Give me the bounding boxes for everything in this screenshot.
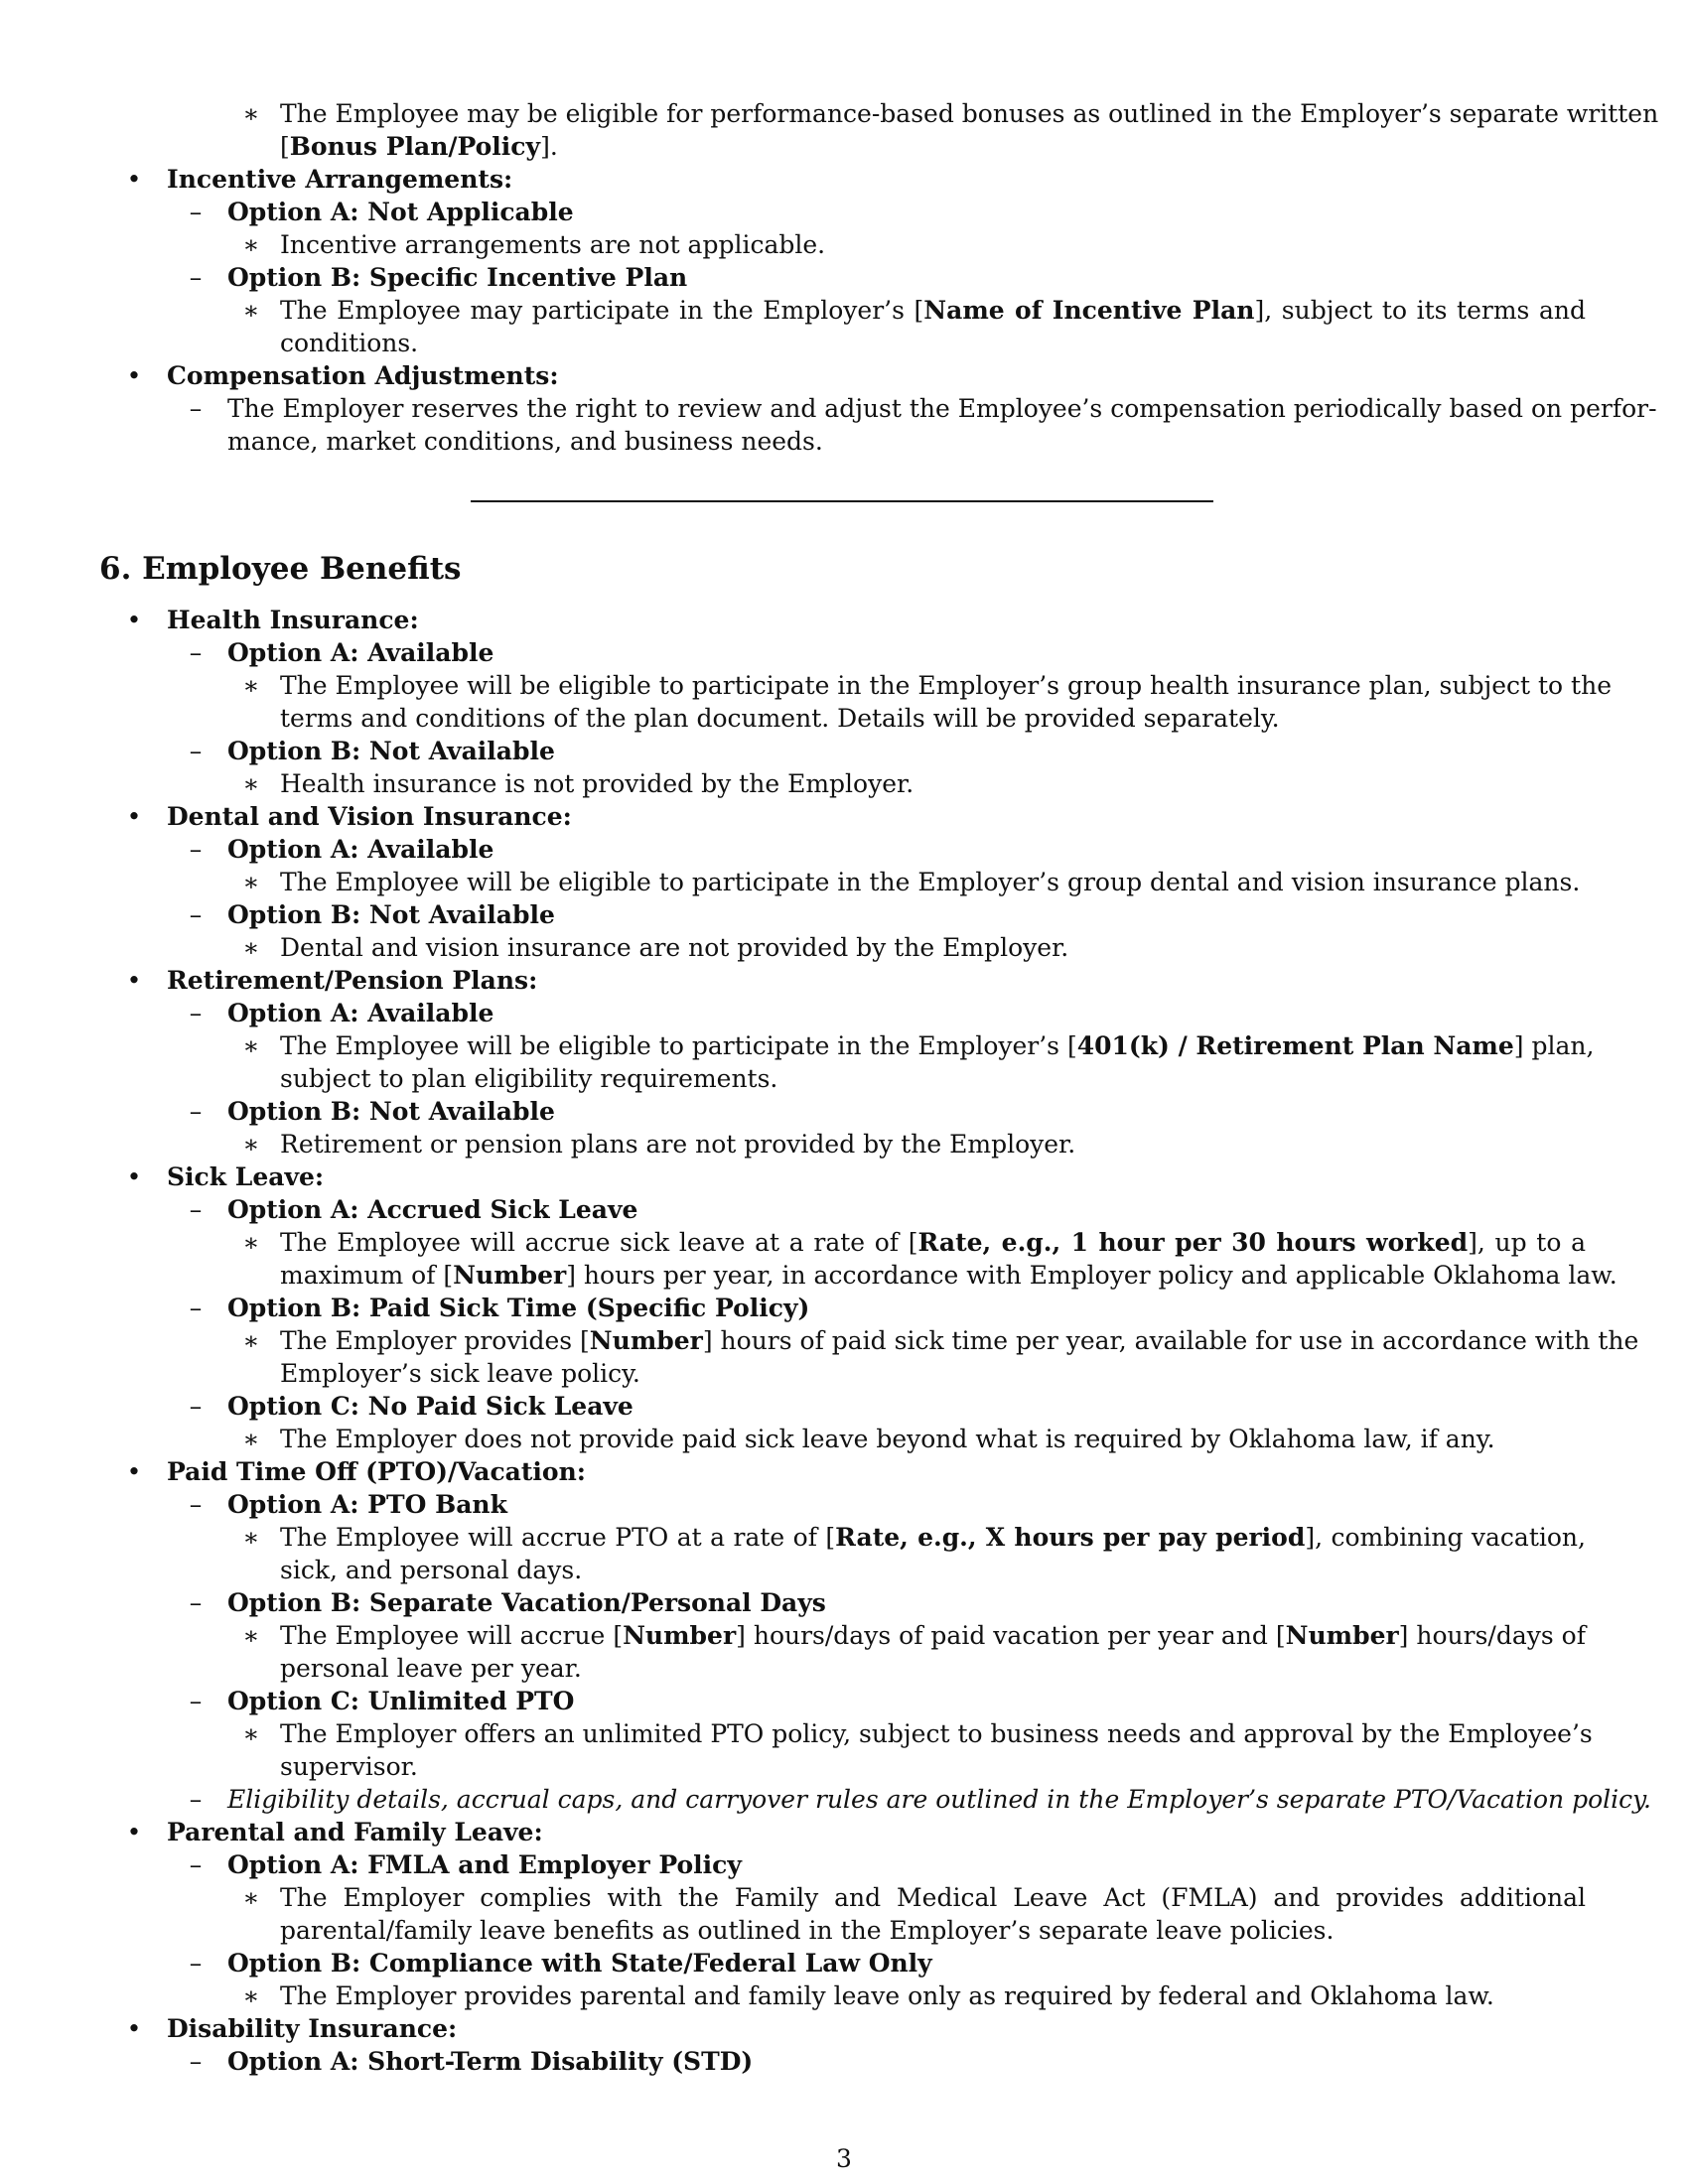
dash-marker: –	[189, 1687, 203, 1715]
bold-text: Rate, e.g., 1 hour per 30 hours worked	[917, 1228, 1469, 1257]
dash-marker: –	[189, 1490, 203, 1519]
text-run: The Employee will be eligible to participate in the Employer’s group dental and vision insurance plans.	[280, 868, 1581, 896]
line-text	[227, 1586, 826, 1619]
bold-text: Compensation Adjustments:	[167, 361, 559, 390]
bold-text: Number	[623, 1621, 737, 1650]
bullet-marker: •	[126, 606, 142, 634]
text-line	[0, 669, 1688, 702]
bold-text: Option B: Not Available	[227, 900, 555, 929]
text-run: ] hours per year, in accordance with Employer policy and applicable Oklahoma law.	[566, 1261, 1618, 1290]
asterisk-marker: ∗	[242, 1523, 260, 1552]
text-run: [	[280, 132, 290, 161]
line-text	[280, 767, 914, 800]
asterisk-marker: ∗	[242, 933, 260, 962]
text-line	[0, 898, 1688, 931]
text-line	[0, 196, 1688, 228]
dash-marker: –	[189, 1392, 203, 1421]
line-text	[227, 997, 493, 1029]
bold-text: Name of Incentive Plan	[923, 296, 1255, 325]
line-text	[280, 702, 1280, 735]
line-text	[227, 392, 1657, 425]
text-line	[0, 1160, 1688, 1193]
line-text	[280, 1324, 1639, 1357]
bold-text: Option B: Not Available	[227, 1097, 555, 1126]
line-text	[280, 130, 558, 163]
text-line	[0, 1226, 1688, 1259]
line-text	[280, 669, 1612, 702]
line-text	[227, 425, 823, 458]
text-line	[0, 1848, 1688, 1881]
bold-text: Option A: Available	[227, 638, 494, 667]
asterisk-marker: ∗	[242, 868, 260, 896]
dash-marker: –	[189, 999, 203, 1027]
text-run: The Employee will accrue sick leave at a rate of [	[280, 1228, 918, 1257]
line-text	[280, 1521, 1586, 1554]
text-line	[0, 1193, 1688, 1226]
line-text	[227, 1390, 633, 1423]
line-text	[280, 1619, 1586, 1652]
line-text	[280, 1554, 582, 1586]
bold-text: 401(k) / Retirement Plan Name	[1076, 1031, 1514, 1060]
line-text	[280, 1881, 1586, 1914]
dash-marker: –	[189, 1949, 203, 1978]
bullet-marker: •	[126, 165, 142, 194]
asterisk-marker: ∗	[242, 1326, 260, 1355]
text-line	[0, 1979, 1688, 2012]
bold-text: Option B: Not Available	[227, 737, 555, 765]
bullet-marker: •	[126, 802, 142, 831]
text-line	[0, 1881, 1688, 1914]
text-run: Incentive arrangements are not applicable.	[280, 230, 826, 259]
text-line	[0, 1062, 1688, 1095]
bold-text: Option A: Available	[227, 999, 494, 1027]
asterisk-marker: ∗	[242, 671, 260, 700]
text-run: The Employee will accrue [	[280, 1621, 624, 1650]
text-line	[0, 767, 1688, 800]
asterisk-marker: ∗	[242, 1031, 260, 1060]
bold-text: Option A: FMLA and Employer Policy	[227, 1850, 742, 1879]
line-text	[227, 196, 574, 228]
text-line	[0, 833, 1688, 866]
bold-text: Option C: No Paid Sick Leave	[227, 1392, 633, 1421]
bold-text: Paid Time Off (PTO)/Vacation:	[167, 1457, 586, 1486]
bold-text: Number	[589, 1326, 703, 1355]
bold-text: Sick Leave:	[167, 1162, 325, 1191]
text-run: parental/family leave benefits as outlined in the Employer’s separate leave policies.	[280, 1916, 1335, 1945]
asterisk-marker: ∗	[242, 769, 260, 798]
bullet-marker: •	[126, 1162, 142, 1191]
dash-marker: –	[189, 1785, 203, 1814]
bullet-marker: •	[126, 2014, 142, 2043]
text-line	[0, 1292, 1688, 1324]
dash-marker: –	[189, 1097, 203, 1126]
text-line	[0, 1685, 1688, 1717]
text-line	[0, 1128, 1688, 1160]
text-line	[0, 1455, 1688, 1488]
text-line	[0, 2045, 1688, 2078]
bold-text: Option A: Short-Term Disability (STD)	[227, 2047, 754, 2076]
text-line	[0, 800, 1688, 833]
text-run: Retirement or pension plans are not provided by the Employer.	[280, 1130, 1076, 1159]
asterisk-marker: ∗	[242, 1228, 260, 1257]
line-text	[280, 1029, 1595, 1062]
bold-text: Option A: Available	[227, 835, 494, 864]
line-text	[227, 1783, 1651, 1816]
text-line	[0, 1029, 1688, 1062]
line-text	[280, 97, 1659, 130]
text-run: Employer’s sick leave policy.	[280, 1359, 640, 1388]
text-line	[0, 1783, 1688, 1816]
bullet-marker: •	[126, 966, 142, 995]
dash-marker: –	[189, 1588, 203, 1617]
text-run: ] hours of paid sick time per year, available for use in accordance with the	[702, 1326, 1639, 1355]
text-run: ].	[540, 132, 558, 161]
line-text	[227, 1685, 574, 1717]
text-run: The Employer reserves the right to review and adjust the Employee’s compensation periodically based on perfor-	[227, 394, 1657, 423]
text-line	[0, 2012, 1688, 2045]
text-line	[0, 1947, 1688, 1979]
line-text	[280, 1979, 1494, 2012]
text-line	[0, 294, 1688, 327]
line-text	[227, 1848, 742, 1881]
line-text	[227, 2045, 753, 2078]
line-text	[280, 228, 825, 261]
line-text	[167, 964, 537, 997]
bullet-marker: •	[126, 1818, 142, 1846]
line-text	[167, 1816, 543, 1848]
page-number: 3	[836, 2144, 852, 2173]
text-line	[0, 702, 1688, 735]
asterisk-marker: ∗	[242, 296, 260, 325]
bold-text: Number	[453, 1261, 567, 1290]
text-line	[0, 1357, 1688, 1390]
line-text	[227, 1095, 555, 1128]
line-text	[280, 1750, 418, 1783]
italic-text: Eligibility details, accrual caps, and carryover rules are outlined in the Employer’s separate PTO/Vacation policy.	[227, 1785, 1651, 1814]
bold-text: Parental and Family Leave:	[167, 1818, 543, 1846]
line-text	[167, 163, 512, 196]
line-text	[227, 898, 555, 931]
text-line	[0, 1619, 1688, 1652]
text-run: terms and conditions of the plan document. Details will be provided separately.	[280, 704, 1280, 733]
text-line	[0, 931, 1688, 964]
line-text	[227, 833, 493, 866]
dash-marker: –	[189, 1294, 203, 1322]
asterisk-marker: ∗	[242, 230, 260, 259]
text-run: ] hours/days of	[1398, 1621, 1586, 1650]
text-line	[0, 1717, 1688, 1750]
line-text	[227, 1488, 507, 1521]
dash-marker: –	[189, 2047, 203, 2076]
text-run: supervisor.	[280, 1752, 418, 1781]
text-line	[0, 1816, 1688, 1848]
line-text	[227, 636, 493, 669]
text-line	[0, 964, 1688, 997]
text-line	[0, 1259, 1688, 1292]
asterisk-marker: ∗	[242, 1425, 260, 1453]
text-run: Health insurance is not provided by the Employer.	[280, 769, 914, 798]
line-text	[167, 359, 559, 392]
line-text	[167, 2012, 457, 2045]
text-line	[0, 636, 1688, 669]
bold-text: Option B: Specific Incentive Plan	[227, 263, 688, 292]
bold-text: Rate, e.g., X hours per pay period	[835, 1523, 1306, 1552]
bold-text: Option B: Compliance with State/Federal Law Only	[227, 1949, 932, 1978]
dash-marker: –	[189, 900, 203, 929]
section-heading: 6. Employee Benefits	[99, 551, 462, 587]
bold-text: Option B: Paid Sick Time (Specific Policy)	[227, 1294, 810, 1322]
bold-text: Option C: Unlimited PTO	[227, 1687, 575, 1715]
asterisk-marker: ∗	[242, 1130, 260, 1159]
text-run: ], combining vacation,	[1305, 1523, 1586, 1552]
dash-marker: –	[189, 394, 203, 423]
text-line	[0, 1750, 1688, 1783]
text-run: conditions.	[280, 329, 419, 357]
asterisk-marker: ∗	[242, 1883, 260, 1912]
text-run: personal leave per year.	[280, 1654, 582, 1683]
text-run: The Employer provides [	[280, 1326, 590, 1355]
line-text	[280, 1226, 1586, 1259]
line-text	[280, 1423, 1495, 1455]
bold-text: Health Insurance:	[167, 606, 419, 634]
text-line	[0, 735, 1688, 767]
text-line	[0, 327, 1688, 359]
text-run: ] plan,	[1513, 1031, 1595, 1060]
text-run: Dental and vision insurance are not provided by the Employer.	[280, 933, 1069, 962]
text-run: subject to plan eligibility requirements.	[280, 1064, 778, 1093]
bold-text: Option A: Not Applicable	[227, 198, 574, 226]
dash-marker: –	[189, 1195, 203, 1224]
text-run: maximum of [	[280, 1261, 454, 1290]
text-line	[0, 1554, 1688, 1586]
dash-marker: –	[189, 198, 203, 226]
dash-marker: –	[189, 737, 203, 765]
bullet-marker: •	[126, 361, 142, 390]
text-run: The Employer does not provide paid sick leave beyond what is required by Oklahoma law, if any.	[280, 1425, 1495, 1453]
text-run: The Employer offers an unlimited PTO policy, subject to business needs and approval by the Employee’s	[280, 1719, 1593, 1748]
line-text	[280, 1062, 777, 1095]
line-text	[167, 800, 572, 833]
text-line	[0, 1423, 1688, 1455]
bold-text: Option A: PTO Bank	[227, 1490, 507, 1519]
line-text	[280, 931, 1068, 964]
text-line	[0, 163, 1688, 196]
dash-marker: –	[189, 263, 203, 292]
bullet-marker: •	[126, 1457, 142, 1486]
bold-text: Option B: Separate Vacation/Personal Days	[227, 1588, 826, 1617]
bold-text: Incentive Arrangements:	[167, 165, 513, 194]
text-line	[0, 1390, 1688, 1423]
dash-marker: –	[189, 1850, 203, 1879]
bold-text: Disability Insurance:	[167, 2014, 458, 2043]
text-line	[0, 1914, 1688, 1947]
line-text	[280, 327, 418, 359]
bold-text: Retirement/Pension Plans:	[167, 966, 538, 995]
line-text	[227, 1193, 637, 1226]
text-line	[0, 392, 1688, 425]
section-divider	[471, 500, 1213, 502]
line-text	[227, 261, 687, 294]
text-line	[0, 1586, 1688, 1619]
text-run: The Employee will be eligible to participate in the Employer’s [	[280, 1031, 1077, 1060]
text-line	[0, 425, 1688, 458]
dash-marker: –	[189, 835, 203, 864]
line-text	[167, 1160, 324, 1193]
text-line	[0, 359, 1688, 392]
line-text	[280, 294, 1586, 327]
line-text	[227, 1292, 809, 1324]
line-text	[167, 604, 419, 636]
bold-text: Number	[1285, 1621, 1399, 1650]
text-run: ] hours/days of paid vacation per year and [	[736, 1621, 1286, 1650]
line-text	[280, 1717, 1593, 1750]
text-line	[0, 261, 1688, 294]
line-text	[280, 1652, 582, 1685]
dash-marker: –	[189, 638, 203, 667]
text-line	[0, 97, 1688, 130]
text-run: The Employee may participate in the Employer’s [	[280, 296, 924, 325]
text-run: The Employee may be eligible for performance-based bonuses as outlined in the Employer’s separate written	[280, 99, 1659, 128]
asterisk-marker: ∗	[242, 1621, 260, 1650]
line-text	[280, 1914, 1334, 1947]
line-text	[280, 866, 1580, 898]
text-line	[0, 997, 1688, 1029]
text-line	[0, 130, 1688, 163]
line-text	[167, 1455, 586, 1488]
text-run: The Employer complies with the Family and Medical Leave Act (FMLA) and provides additional	[280, 1883, 1586, 1912]
line-text	[280, 1259, 1618, 1292]
text-line	[0, 604, 1688, 636]
text-run: ], subject to its terms and	[1254, 296, 1586, 325]
text-line	[0, 1488, 1688, 1521]
asterisk-marker: ∗	[242, 99, 260, 128]
text-run: ], up to a	[1468, 1228, 1586, 1257]
text-line	[0, 228, 1688, 261]
line-text	[227, 1947, 932, 1979]
text-line	[0, 866, 1688, 898]
text-run: The Employer provides parental and family leave only as required by federal and Oklahoma law.	[280, 1981, 1494, 2010]
line-text	[280, 1357, 640, 1390]
asterisk-marker: ∗	[242, 1981, 260, 2010]
bold-text: Bonus Plan/Policy	[289, 132, 541, 161]
line-text	[280, 1128, 1075, 1160]
line-text	[227, 735, 555, 767]
text-line	[0, 1521, 1688, 1554]
asterisk-marker: ∗	[242, 1719, 260, 1748]
text-line	[0, 1652, 1688, 1685]
bold-text: Option A: Accrued Sick Leave	[227, 1195, 638, 1224]
text-line	[0, 1095, 1688, 1128]
text-run: The Employee will accrue PTO at a rate of [	[280, 1523, 836, 1552]
text-run: sick, and personal days.	[280, 1556, 583, 1584]
text-run: mance, market conditions, and business needs.	[227, 427, 823, 456]
bold-text: Dental and Vision Insurance:	[167, 802, 572, 831]
text-line	[0, 1324, 1688, 1357]
text-run: The Employee will be eligible to participate in the Employer’s group health insurance plan, subject to the	[280, 671, 1612, 700]
